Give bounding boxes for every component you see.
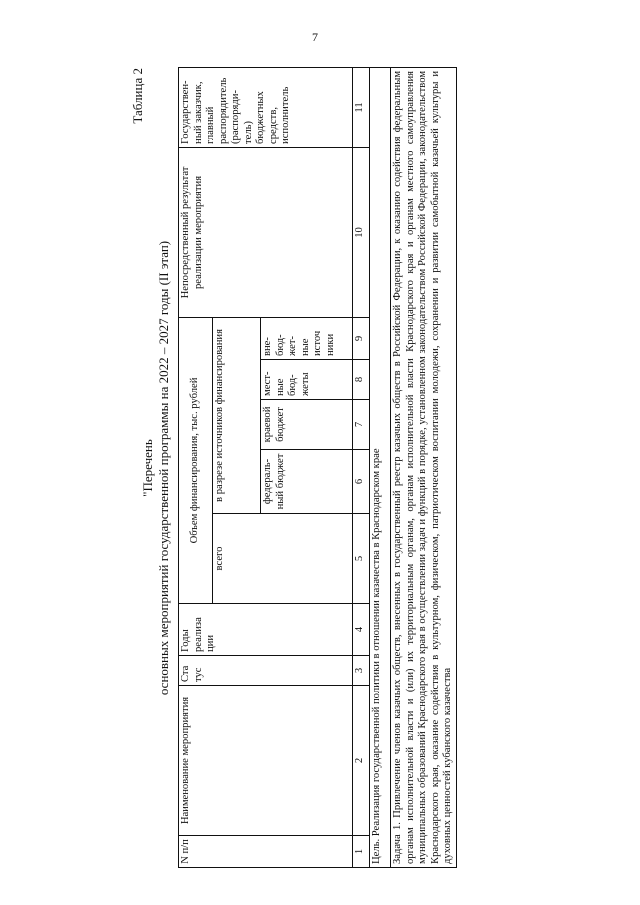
header-regional: краевой бюджет: [261, 400, 353, 450]
header-federal: федераль- ный бюджет: [261, 450, 353, 514]
header-num: N п/п: [179, 836, 353, 868]
task-row: [391, 67, 457, 867]
column-number: 6: [353, 450, 370, 514]
header-funding: Объем финансирования, тыс. рублей: [179, 317, 213, 603]
table-label: Таблица 2: [130, 68, 145, 124]
header-years: Годы реализа ции: [179, 604, 353, 656]
page-number: 7: [312, 30, 318, 44]
header-by-sources: в разрезе источников финансирования: [213, 317, 261, 513]
column-number: 7: [353, 400, 370, 450]
header-status: Ста тус: [179, 656, 353, 686]
goal-row: [370, 67, 391, 867]
header-local: мест- ные бюд- жеты: [261, 360, 353, 400]
task-text: Задача 1. Привлечение членов казачьих обществ, внесенных в государственный реестр казачьих обществ в Российской Федерации, к оказанию содействия федеральным органам исполнительной власти и (или) их территориальным органам, органам исполнительной власти Краснодарского края и органам местного самоуправления муниципальных образований Краснодарского края в осуществлении задач и функций в порядке, установленном законодательством Российской Федерации, законодательством Краснодарского края, оказание содействия в культурном, физическом, патриотическом воспитании молодежи, сохранении и развитии самобытной казачьей культуры и духовных ценностей кубанского казачества: [391, 67, 457, 867]
header-total: всего: [213, 514, 353, 604]
header-customer: Государствен- ный заказчик, главный распорядитель (распоряди- тель) бюджетных средств, исполнитель: [179, 67, 353, 147]
column-number: 5: [353, 514, 370, 604]
rotated-document: [132, 68, 592, 868]
header-name: Наименование мероприятия: [179, 686, 353, 836]
column-number: 1: [353, 836, 370, 868]
header-result: Непосредственный результат реализации мероприятия: [179, 147, 353, 317]
column-number: 11: [353, 67, 370, 147]
column-number: 9: [353, 317, 370, 359]
header-extra: вне- бюд- жет- ные источ ники: [261, 317, 353, 359]
column-number: 4: [353, 604, 370, 656]
column-number: 8: [353, 360, 370, 400]
activities-table: [178, 67, 457, 868]
title-line-1: "Перечень: [140, 439, 155, 497]
column-number-row: [353, 67, 370, 867]
column-number: 3: [353, 656, 370, 686]
goal-text: Цель. Реализация государственной политики в отношении казачества в Краснодарском крае: [370, 67, 391, 867]
column-number: 2: [353, 686, 370, 836]
column-number: 10: [353, 147, 370, 317]
title-line-2: основных мероприятий государственной программы на 2022 – 2027 годы (II этап): [156, 240, 171, 696]
